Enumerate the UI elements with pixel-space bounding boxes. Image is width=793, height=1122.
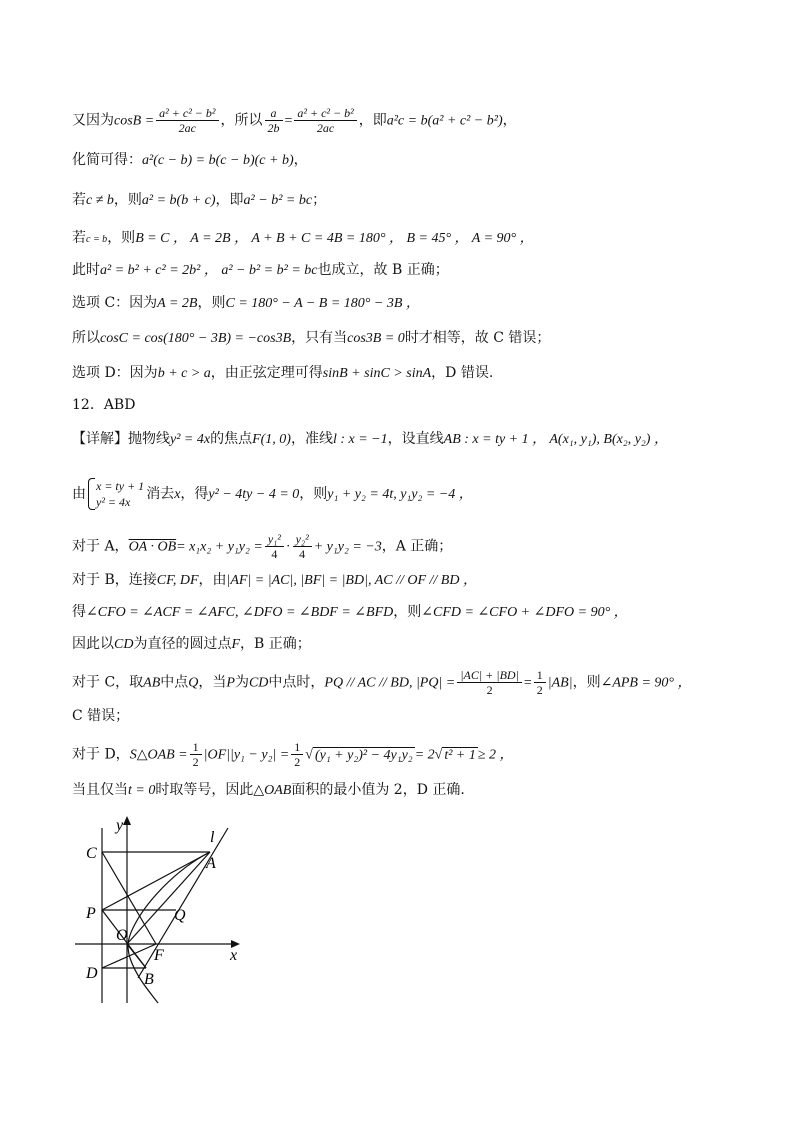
math-cosB: cosB = bbox=[114, 113, 155, 129]
label-D: D bbox=[86, 965, 98, 982]
fraction: $\frac{\text{a² + c² − b²}}{2ac}$ bbox=[294, 106, 356, 135]
fraction: $\frac{\text{y₂²}}{4}$ bbox=[293, 532, 312, 561]
segment-OA bbox=[127, 852, 210, 944]
line-15: 因此以CD为直径的圆过点F，B 正确； bbox=[72, 636, 311, 652]
label-l: l bbox=[210, 829, 215, 846]
label-C: C bbox=[86, 845, 97, 862]
label-A: A bbox=[206, 855, 216, 872]
fraction: $\frac{\text{y₁²}}{4}$ bbox=[265, 532, 284, 561]
line-19: 当且仅当t = 0时取等号，因此△OAB面积的最小值为 2，D 正确. bbox=[72, 782, 465, 798]
line-14: 得∠CFO = ∠ACF = ∠AFC, ∠DFO = ∠BDF = ∠BFD，则∠CFD = ∠CFO + ∠DFO = 90° ， bbox=[72, 604, 628, 620]
line-10: 【详解】抛物线y² = 4x的焦点F(1, 0)，准线l : x = −1，设直线AB : x = ty + 1 ， A(x₁, y₁), B(x₂, y₂) ， bbox=[72, 431, 668, 447]
line-17: C 错误； bbox=[72, 708, 130, 724]
label-B: B bbox=[144, 971, 154, 988]
line-13: 对于 B，连接CF, DF，由|AF| = |AC|, |BF| = |BD|, AC // OF // BD ， bbox=[72, 572, 477, 588]
segment-CF bbox=[102, 852, 156, 944]
line-6: 选项 C：因为A = 2B，则C = 180° − A − B = 180° − 3B ， bbox=[72, 295, 420, 311]
fraction: $\frac{1}{2}$ bbox=[534, 668, 546, 697]
line-16: 对于 C，取AB中点Q，当P为CD中点时，PQ // AC // BD, |PQ| = $\frac{|AC| + |BD|}{2}$ = $\frac{1}{2}$ |AB|，则∠APB = 90° ， bbox=[72, 668, 692, 697]
label-y: y bbox=[116, 817, 124, 834]
fraction: $\frac{1}{2}$ bbox=[190, 740, 202, 769]
line-8: 选项 D：因为b + c > a，由正弦定理可得sinB + sinC > sinA，D 错误. bbox=[72, 365, 494, 381]
segment-PA bbox=[102, 852, 210, 910]
label-P: P bbox=[86, 905, 96, 922]
line-2: 化简可得：a²(c − b) = b(c − b)(c + b)， bbox=[72, 152, 308, 168]
line-18: 对于 D，S△OAB = $\frac{1}{2}$ |OF||y₁ − y₂| = $\frac{1}{2}$ √ (y₁ + y₂)² − 4y₁y₂ = 2√ t² + 1 ≥ 2 ， bbox=[72, 740, 514, 769]
parabola-figure bbox=[70, 808, 260, 1013]
label-Q: Q bbox=[174, 907, 186, 924]
line-l bbox=[138, 828, 228, 978]
question-number: 12．ABD bbox=[72, 397, 136, 413]
line-4: 若c = b，则B = C ， A = 2B ， A + B + C = 4B = 180° ， B = 45° ， A = 90° ， bbox=[72, 230, 534, 246]
line-11: 由 x = ty + 1 y² = 4x 消去x，得y² − 4ty − 4 = 0，则y₁ + y₂ = 4t, y₁y₂ = −4 ， bbox=[72, 479, 473, 509]
y-axis-arrow bbox=[123, 816, 131, 825]
label-x: x bbox=[230, 947, 238, 964]
line-12: 对于 A，OA · OB= x₁x₂ + y₁y₂ = $\frac{\text{y₁²}}{4}$ · $\frac{\text{y₂²}}{4}$ + y₁y₂ = −3，A 正确； bbox=[72, 532, 453, 561]
segment-DF bbox=[102, 944, 156, 968]
label-F: F bbox=[154, 947, 164, 964]
line-5: 此时a² = b² + c² = 2b² ， a² − b² = b² = bc也成立，故 B 正确； bbox=[72, 262, 449, 278]
fraction: $\frac{|AC| + |BD|}{2}$ bbox=[457, 668, 522, 697]
fraction: $\frac{\text{a² + c² − b²}}{2ac}$ bbox=[156, 106, 218, 135]
fraction: $\frac{1}{2}$ bbox=[291, 740, 303, 769]
line-7: 所以cosC = cos(180° − 3B) = −cos3B，只有当cos3B = 0时才相等，故 C 错误； bbox=[72, 330, 551, 346]
line-3: 若c ≠ b，则a² = b(b + c)，即a² − b² = bc； bbox=[72, 192, 327, 208]
equation-system: x = ty + 1 y² = 4x bbox=[88, 478, 144, 510]
label-O: O bbox=[116, 927, 128, 944]
fraction: $\frac{a}{2b}$ bbox=[265, 106, 283, 135]
line-1: 又因为cosB = $\frac{\text{a² + c² − b²}}{2ac}$ ，所以 $\frac{a}{2b}$ = $\frac{\text{a² + c² − b²}}{2ac}$ ，即a²c = b(a² + c² − b²)， bbox=[72, 106, 517, 135]
